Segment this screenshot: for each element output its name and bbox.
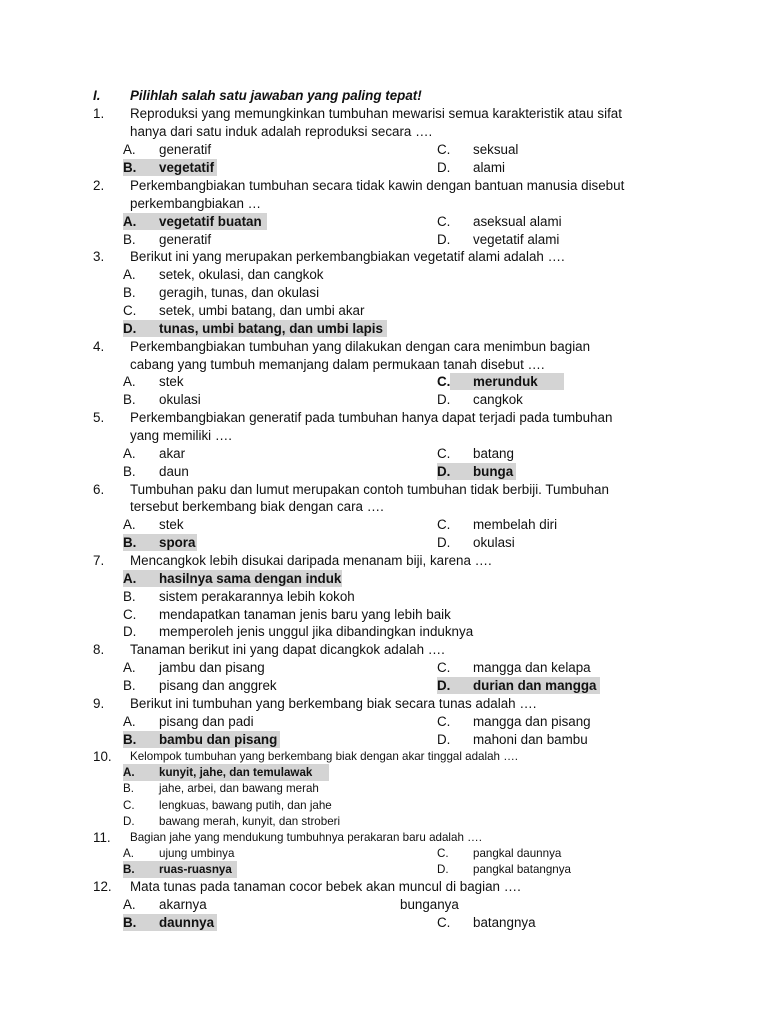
option-text: setek, umbi batang, dan umbi akar	[159, 303, 365, 318]
question-text: Berikut ini tumbuhan yang berkembang biak secara tunas adalah ….	[130, 696, 537, 711]
answer-text-highlighted: bambu dan pisang	[159, 732, 278, 747]
answer-text-highlighted: daunnya	[159, 915, 215, 930]
question-text: Perkembangbiakan tumbuhan secara tidak kawin dengan bantuan manusia disebut	[130, 178, 625, 193]
option-text: batangnya	[473, 915, 536, 930]
question-number: 4.	[93, 339, 105, 354]
option-text: mahoni dan bambu	[473, 732, 588, 747]
option-letter: C.	[437, 660, 451, 675]
question-text: tersebut berkembang biak dengan cara ….	[130, 499, 384, 514]
option-text: cangkok	[473, 392, 523, 407]
option-letter: C.	[437, 915, 451, 930]
option-text: geragih, tunas, dan okulasi	[159, 285, 320, 300]
option-text: pangkal batangnya	[473, 863, 571, 876]
option-text: stek	[159, 517, 184, 532]
option-text: bunganya	[400, 897, 459, 912]
option-letter: C.	[437, 214, 451, 229]
option-letter: B.	[123, 678, 136, 693]
question-text: Mata tunas pada tanaman cocor bebek akan muncul di bagian ….	[130, 879, 521, 894]
answer-text-highlighted: ruas-ruasnya	[159, 863, 232, 876]
option-text: generatif	[159, 232, 212, 247]
section-title: Pilihlah salah satu jawaban yang paling tepat!	[130, 88, 422, 103]
option-letter: C.	[437, 142, 451, 157]
answer-letter-highlighted: B.	[123, 731, 280, 748]
question-text: Perkembangbiakan generatif pada tumbuhan hanya dapat terjadi pada tumbuhan	[130, 410, 613, 425]
question-text: Bagian jahe yang mendukung tumbuhnya perakaran baru adalah ….	[130, 831, 482, 844]
answer-text-highlighted: vegetatif buatan	[159, 214, 262, 229]
answer-letter-highlighted: B.	[123, 861, 237, 878]
answer-letter-highlighted: B.	[123, 914, 217, 931]
option-letter: A.	[123, 660, 136, 675]
option-text: sistem perakarannya lebih kokoh	[159, 589, 355, 604]
option-letter: B.	[123, 392, 136, 407]
option-letter: C.	[123, 799, 135, 812]
option-letter: B.	[123, 464, 136, 479]
option-letter: A.	[123, 897, 136, 912]
option-text: pisang dan padi	[159, 714, 254, 729]
answer-letter-highlighted: B.	[123, 159, 217, 176]
option-text: alami	[473, 160, 505, 175]
section-number: I.	[93, 88, 101, 103]
question-number: 2.	[93, 178, 105, 193]
option-letter: A.	[123, 267, 136, 282]
answer-letter-highlighted: B.	[123, 534, 197, 551]
question-number: 9.	[93, 696, 105, 711]
answer-letter-highlighted: D.	[437, 463, 516, 480]
option-text: jahe, arbei, dan bawang merah	[159, 782, 319, 795]
option-letter: D.	[437, 535, 451, 550]
option-text: bawang merah, kunyit, dan stroberi	[159, 815, 341, 828]
option-letter: D.	[437, 392, 451, 407]
option-text: membelah diri	[473, 517, 558, 532]
answer-text-highlighted: bunga	[473, 464, 514, 479]
answer-letter: C.	[437, 374, 451, 389]
answer-letter-highlighted: A.	[123, 764, 329, 781]
question-number: 12.	[93, 879, 112, 894]
option-letter: B.	[123, 782, 134, 795]
option-text: daun	[159, 464, 189, 479]
question-number: 1.	[93, 106, 105, 121]
question-text: Perkembangbiakan tumbuhan yang dilakukan dengan cara menimbun bagian	[130, 339, 591, 354]
answer-text-highlighted: hasilnya sama dengan induk	[159, 571, 342, 586]
answer-letter-highlighted: D.	[437, 677, 600, 694]
answer-letter-highlighted: A.	[123, 570, 342, 587]
option-text: memperoleh jenis unggul jika dibandingkan induknya	[159, 624, 474, 639]
question-text: Mencangkok lebih disukai daripada menanam biji, karena ….	[130, 553, 492, 568]
question-text: Tumbuhan paku dan lumut merupakan contoh tumbuhan tidak berbiji. Tumbuhan	[130, 482, 609, 497]
question-number: 7.	[93, 553, 105, 568]
option-text: jambu dan pisang	[159, 660, 265, 675]
option-letter: C.	[437, 847, 449, 860]
option-text: mangga dan kelapa	[473, 660, 591, 675]
answer-text-highlighted: spora	[159, 535, 196, 550]
option-letter: C.	[437, 714, 451, 729]
answer-text-highlighted: kunyit, jahe, dan temulawak	[159, 766, 313, 779]
option-text: okulasi	[473, 535, 515, 550]
option-text: akar	[159, 446, 186, 461]
option-text: aseksual alami	[473, 214, 562, 229]
option-text: okulasi	[159, 392, 201, 407]
option-letter: D.	[123, 815, 135, 828]
option-letter: D.	[437, 232, 451, 247]
option-letter: C.	[123, 303, 137, 318]
question-text: Berikut ini yang merupakan perkembangbiakan vegetatif alami adalah ….	[130, 249, 565, 264]
question-number: 8.	[93, 642, 105, 657]
question-text: perkembangbiakan …	[130, 196, 262, 211]
question-number: 11.	[93, 830, 111, 845]
option-text: pangkal daunnya	[473, 847, 562, 860]
option-text: mendapatkan tanaman jenis baru yang lebih baik	[159, 607, 451, 622]
option-letter: D.	[437, 732, 451, 747]
answer-text-highlighted: merunduk	[450, 373, 564, 390]
option-text: pisang dan anggrek	[159, 678, 277, 693]
question-text: Reproduksi yang memungkinkan tumbuhan mewarisi semua karakteristik atau sifat	[130, 106, 622, 121]
option-text: vegetatif alami	[473, 232, 560, 247]
option-text: lengkuas, bawang putih, dan jahe	[159, 799, 332, 812]
answer-text-highlighted: durian dan mangga	[473, 678, 597, 693]
option-letter: A.	[123, 517, 136, 532]
option-text: mangga dan pisang	[473, 714, 591, 729]
option-letter: B.	[123, 285, 136, 300]
option-letter: D.	[437, 863, 449, 876]
option-letter: A.	[123, 142, 136, 157]
question-text: yang memiliki ….	[130, 428, 232, 443]
option-letter: A.	[123, 847, 134, 860]
question-number: 5.	[93, 410, 105, 425]
option-letter: C.	[437, 446, 451, 461]
option-letter: B.	[123, 589, 136, 604]
option-letter: D.	[437, 160, 451, 175]
option-text: ujung umbinya	[159, 847, 235, 860]
option-text: setek, okulasi, dan cangkok	[159, 267, 324, 282]
option-letter: A.	[123, 714, 136, 729]
question-number: 6.	[93, 482, 105, 497]
question-number: 10.	[93, 749, 112, 764]
question-text: cabang yang tumbuh memanjang dalam permukaan tanah disebut ….	[130, 357, 545, 372]
option-letter: D.	[123, 624, 137, 639]
answer-text-highlighted: vegetatif	[159, 160, 215, 175]
question-text: hanya dari satu induk adalah reproduksi secara ….	[130, 124, 433, 139]
answer-letter-highlighted: A.	[123, 213, 267, 230]
answer-letter-highlighted: D.	[123, 320, 387, 337]
option-text: akarnya	[159, 897, 207, 912]
option-text: generatif	[159, 142, 212, 157]
option-letter: A.	[123, 374, 136, 389]
option-text: batang	[473, 446, 514, 461]
question-text: Kelompok tumbuhan yang berkembang biak dengan akar tinggal adalah ….	[130, 750, 519, 763]
option-letter: C.	[437, 517, 451, 532]
answer-text-highlighted: tunas, umbi batang, dan umbi lapis	[159, 321, 383, 336]
option-letter: C.	[123, 607, 137, 622]
option-letter: A.	[123, 446, 136, 461]
question-number: 3.	[93, 249, 105, 264]
question-text: Tanaman berikut ini yang dapat dicangkok adalah ….	[130, 642, 445, 657]
option-text: seksual	[473, 142, 519, 157]
option-letter: B.	[123, 232, 136, 247]
option-text: stek	[159, 374, 184, 389]
